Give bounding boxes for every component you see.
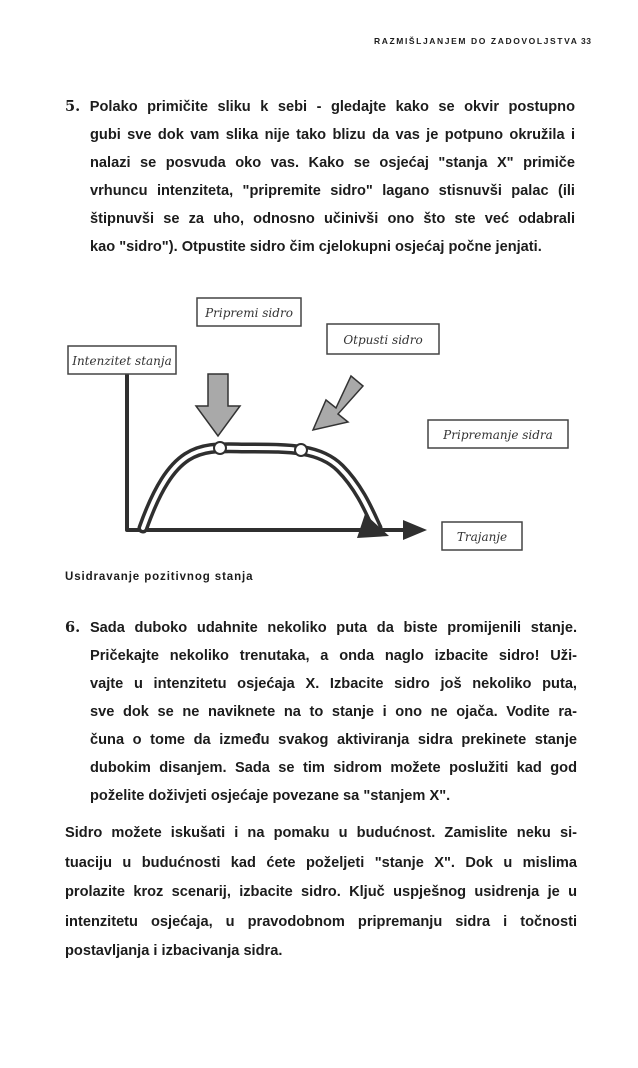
anchor-preparation-label: Pripremanje sidra xyxy=(443,428,553,442)
step-5-paragraph xyxy=(65,93,575,261)
anchoring-diagram xyxy=(65,288,585,553)
step-6-line-2: Pričekajte nekoliko trenutaka, a onda naglo izbacite sidro! Uži- xyxy=(90,648,577,664)
step-6-paragraph xyxy=(65,614,577,810)
step-5-line-3: nalazi se posvuda oko vas. Kako se osjećaj "stanja X" primiče xyxy=(90,155,575,171)
intensity-curve xyxy=(143,448,377,528)
running-title: RAZMIŠLJANJEM DO ZADOVOLJSTVA xyxy=(374,36,579,46)
running-header xyxy=(0,36,638,50)
release-anchor-point xyxy=(295,444,307,456)
step-5-line-6: kao "sidro"). Otpustite sidro čim cjelokupni osjećaj počne jenjati. xyxy=(90,239,542,255)
prepare-anchor-label: Pripremi sidro xyxy=(205,306,293,320)
intensity-label: Intenzitet stanja xyxy=(72,354,172,368)
anchoring-diagram-svg xyxy=(65,288,585,553)
figure-caption: Usidravanje pozitivnog stanja xyxy=(65,571,254,583)
step-6-line-5: čuna o tome da između svakog aktiviranja sidra prekinete stanje xyxy=(90,732,577,748)
step-6-line-1-text: Sada duboko udahnite nekoliko puta da biste promijenili stanje. xyxy=(89,620,577,636)
step-6-line-6: dubokim disanjem. Sada se tim sidrom možete poslužiti kad god xyxy=(90,760,577,776)
step-5-line-2: gubi sve dok vam slika nije tako blizu da vas je potpuno okružila i xyxy=(90,127,575,143)
closing-line-1: Sidro možete iskušati i na pomaku u budućnost. Zamislite neku si- xyxy=(65,825,577,841)
x-axis-arrowhead xyxy=(403,520,427,540)
release-anchor-label: Otpusti sidro xyxy=(343,333,423,347)
release-diagonal-arrow xyxy=(313,376,363,430)
step-5-line-1-text: Polako primičite sliku k sebi - gledajte kako se okvir postupno xyxy=(89,99,575,115)
step-6-line-4: sve dok se ne naviknete na to stanje i ono ne ojača. Vodite ra- xyxy=(90,704,577,720)
page-number: 33 xyxy=(581,36,592,46)
closing-line-3: prolazite kroz scenarij, izbacite sidro. Ključ uspješnog usidrenja je u xyxy=(65,884,577,900)
duration-label: Trajanje xyxy=(456,530,508,544)
step-5-line-1 xyxy=(65,93,575,121)
step-5-number: 5. xyxy=(65,98,81,115)
closing-line-2: tuaciju u budućnosti kad ćete poželjeti "stanje X". Dok u mislima xyxy=(65,854,577,871)
step-5-line-4: vrhuncu intenziteta, "pripremite sidro" lagano stisnuvši palac (ili xyxy=(90,183,575,199)
step-6-number: 6. xyxy=(65,619,81,636)
step-6-line-3: vajte u intenzitetu osjećaja X. Izbacite sidro još nekoliko puta, xyxy=(90,676,577,692)
closing-line-5: postavljanja i izbacivanja sidra. xyxy=(65,943,283,959)
closing-paragraph xyxy=(65,819,577,967)
step-6-line-7: poželite doživjeti osjećaje povezane sa "stanjem X". xyxy=(90,788,451,804)
step-5-line-5: štipnuvši se za uho, odnosno učinivši ono što ste već odabrali xyxy=(90,211,575,227)
step-6-line-1 xyxy=(65,614,577,642)
prepare-anchor-point xyxy=(214,442,226,454)
prepare-down-arrow xyxy=(196,374,240,436)
closing-line-4: intenzitetu osjećaja, u pravodobnom pripremanju sidra i točnosti xyxy=(65,913,577,930)
